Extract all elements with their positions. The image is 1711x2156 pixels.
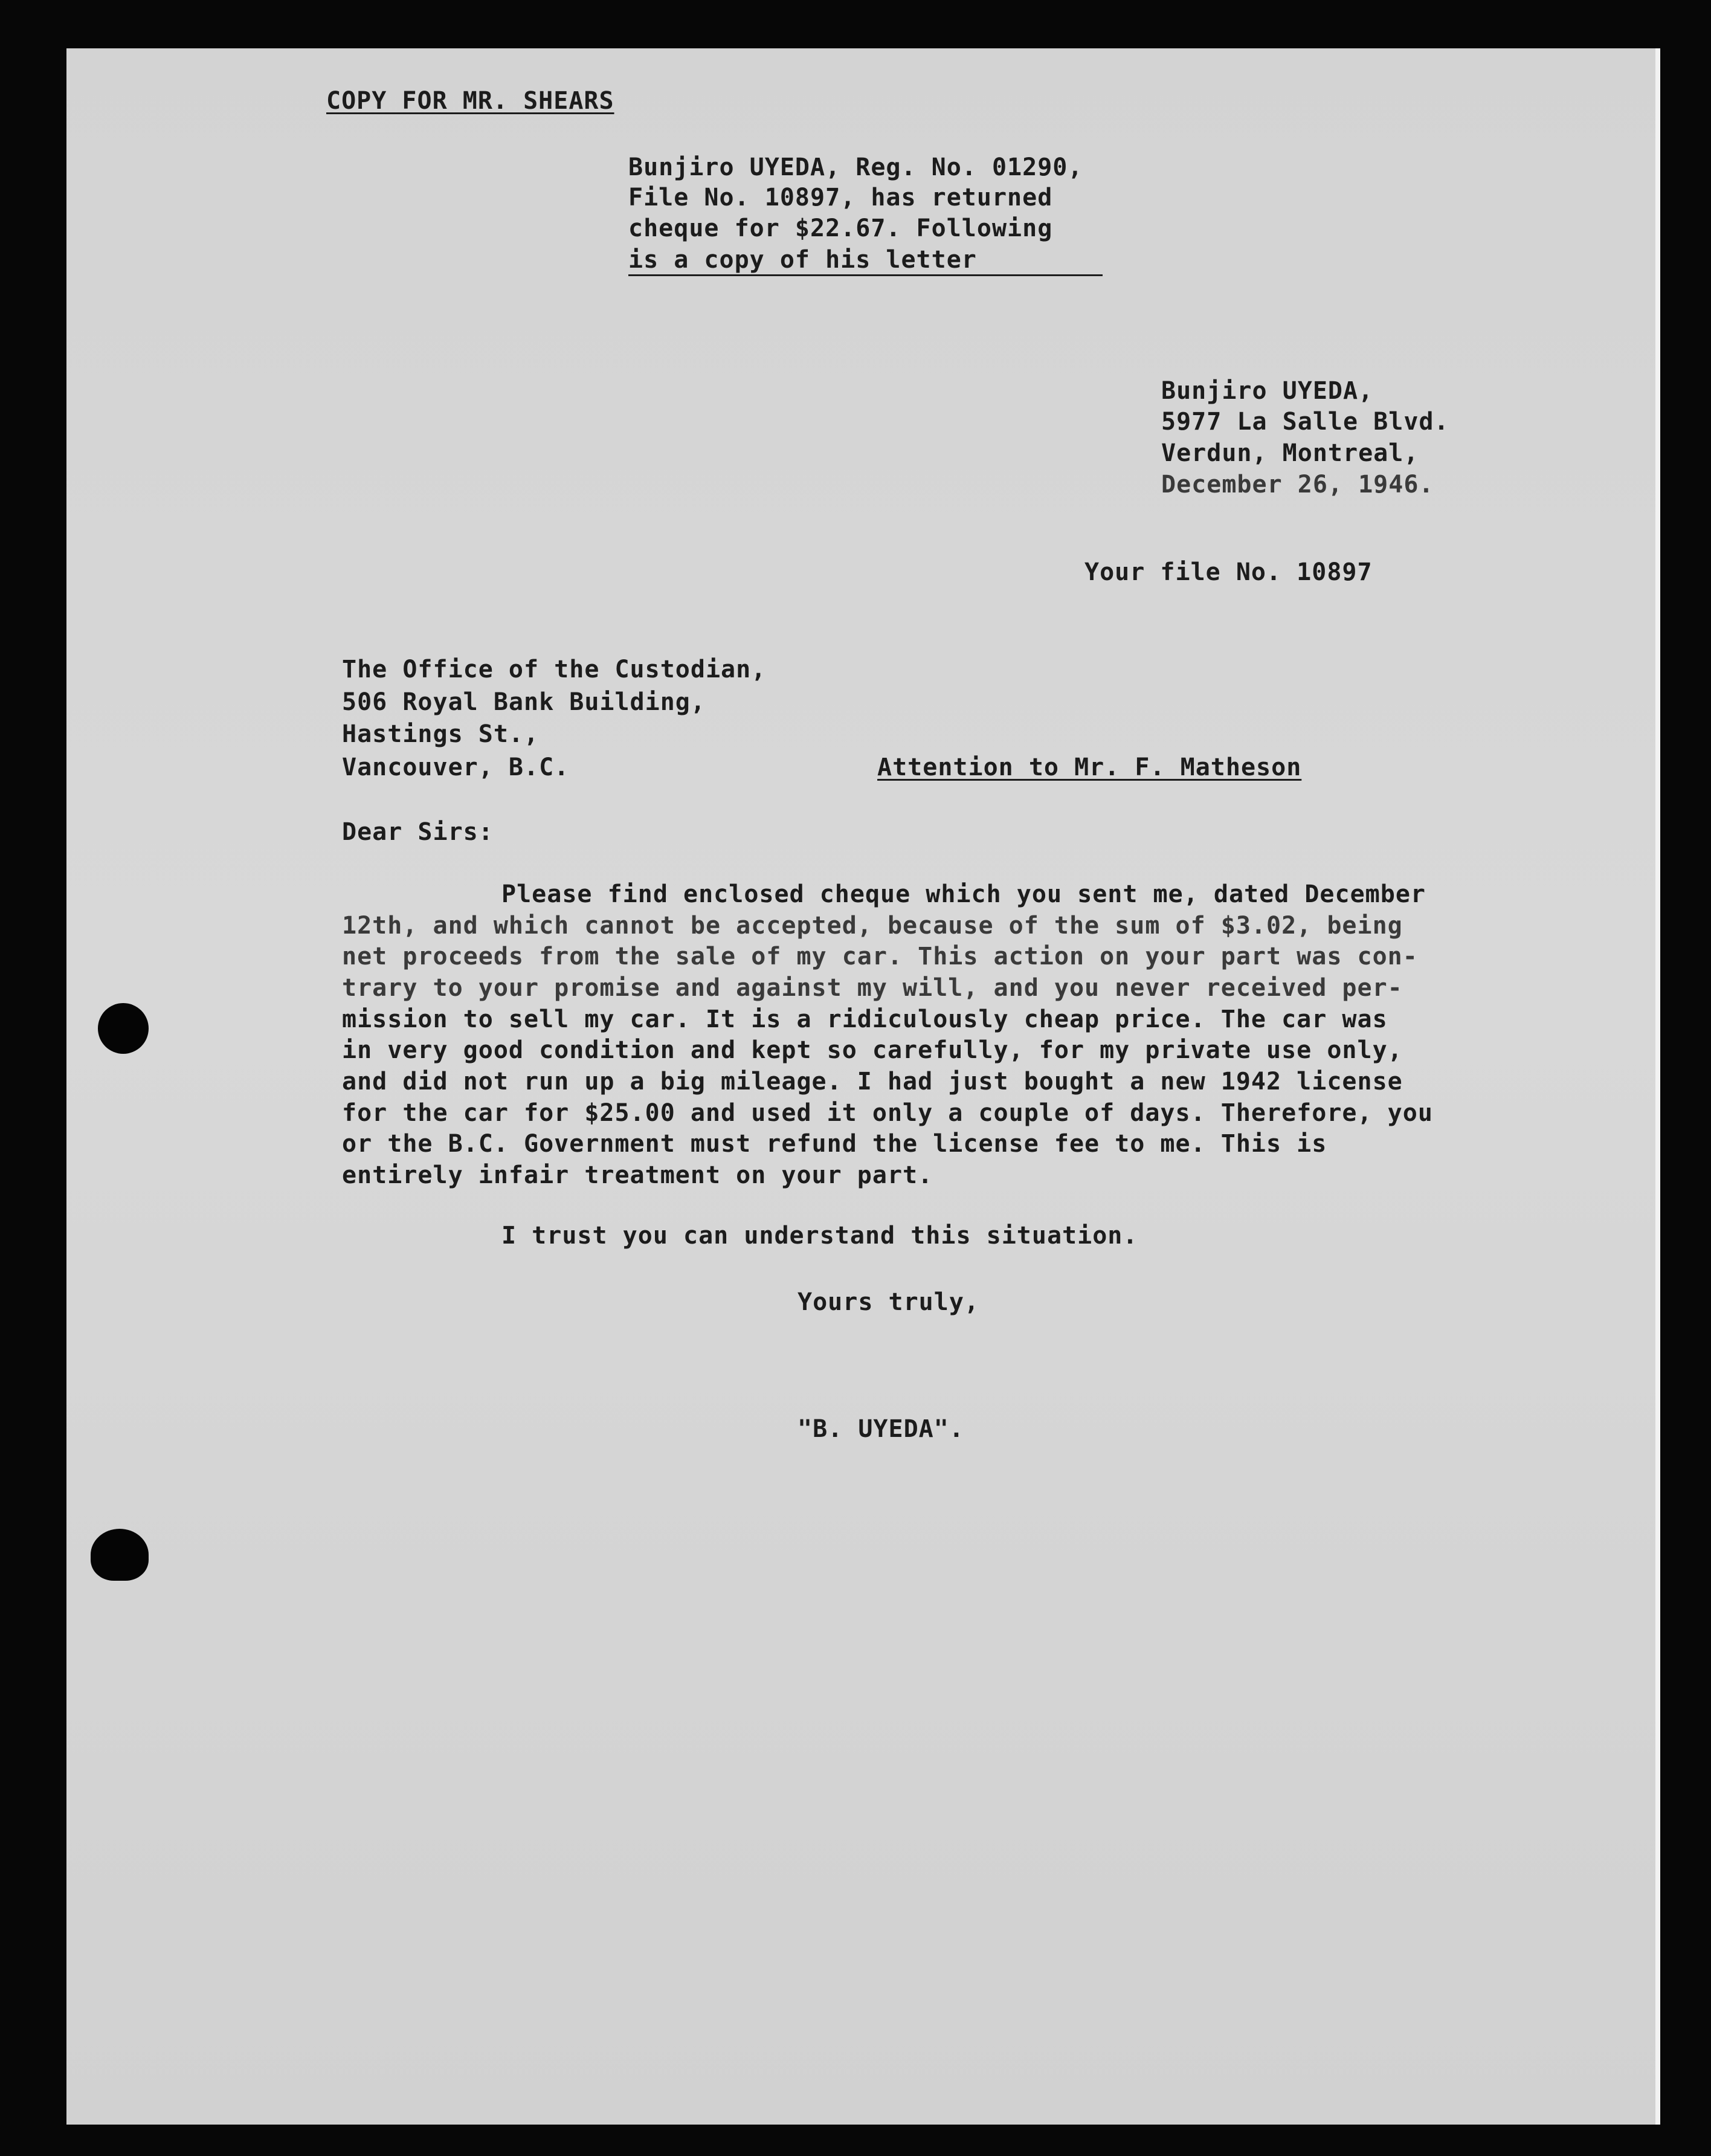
complimentary-close: Yours truly, — [798, 1288, 979, 1316]
file-reference: Your file No. 10897 — [1084, 558, 1373, 586]
recipient-line-1: The Office of the Custodian, — [342, 656, 767, 683]
body-line-7: and did not run up a big mileage. I had just bought a new 1942 license — [342, 1068, 1403, 1096]
summary-line-3: cheque for $22.67. Following — [628, 215, 1053, 242]
body-line-5: mission to sell my car. It is a ridiculously cheap price. The car was — [342, 1005, 1388, 1033]
signature: "B. UYEDA". — [798, 1415, 964, 1443]
sender-name: Bunjiro UYEDA, — [1161, 377, 1374, 405]
copy-note: COPY FOR MR. SHEARS — [326, 87, 614, 115]
punch-hole-lower — [91, 1529, 149, 1581]
body-line-2: 12th, and which cannot be accepted, because of the sum of $3.02, being — [342, 912, 1403, 940]
body-line-3: net proceeds from the sale of my car. This action on your part was con- — [342, 943, 1418, 970]
summary-line-2: File No. 10897, has returned — [628, 184, 1053, 211]
summary-line-1: Bunjiro UYEDA, Reg. No. 01290, — [628, 153, 1083, 181]
body-line-8: for the car for $25.00 and used it only a couple of days. Therefore, you — [342, 1099, 1433, 1127]
sender-street: 5977 La Salle Blvd. — [1161, 408, 1449, 436]
body-line-10: entirely infair treatment on your part. — [342, 1161, 933, 1189]
letter-date: December 26, 1946. — [1161, 471, 1434, 499]
salutation: Dear Sirs: — [342, 818, 494, 846]
summary-underline — [628, 274, 1103, 276]
body-line-9: or the B.C. Government must refund the license fee to me. This is — [342, 1130, 1327, 1158]
recipient-line-2: 506 Royal Bank Building, — [342, 688, 706, 716]
recipient-line-3: Hastings St., — [342, 720, 540, 748]
attention-line: Attention to Mr. F. Matheson — [877, 754, 1302, 781]
recipient-line-4: Vancouver, B.C. — [342, 754, 570, 781]
sender-city: Verdun, Montreal, — [1161, 439, 1419, 467]
closing-sentence: I trust you can understand this situation. — [501, 1222, 1138, 1250]
body-line-4: trary to your promise and against my will, and you never received per- — [342, 974, 1403, 1002]
summary-line-4: is a copy of his letter — [628, 246, 977, 274]
body-line-1: Please find enclosed cheque which you sent me, dated December — [501, 880, 1426, 908]
body-line-6: in very good condition and kept so carefully, for my private use only, — [342, 1036, 1403, 1064]
punch-hole-upper — [98, 1003, 149, 1054]
